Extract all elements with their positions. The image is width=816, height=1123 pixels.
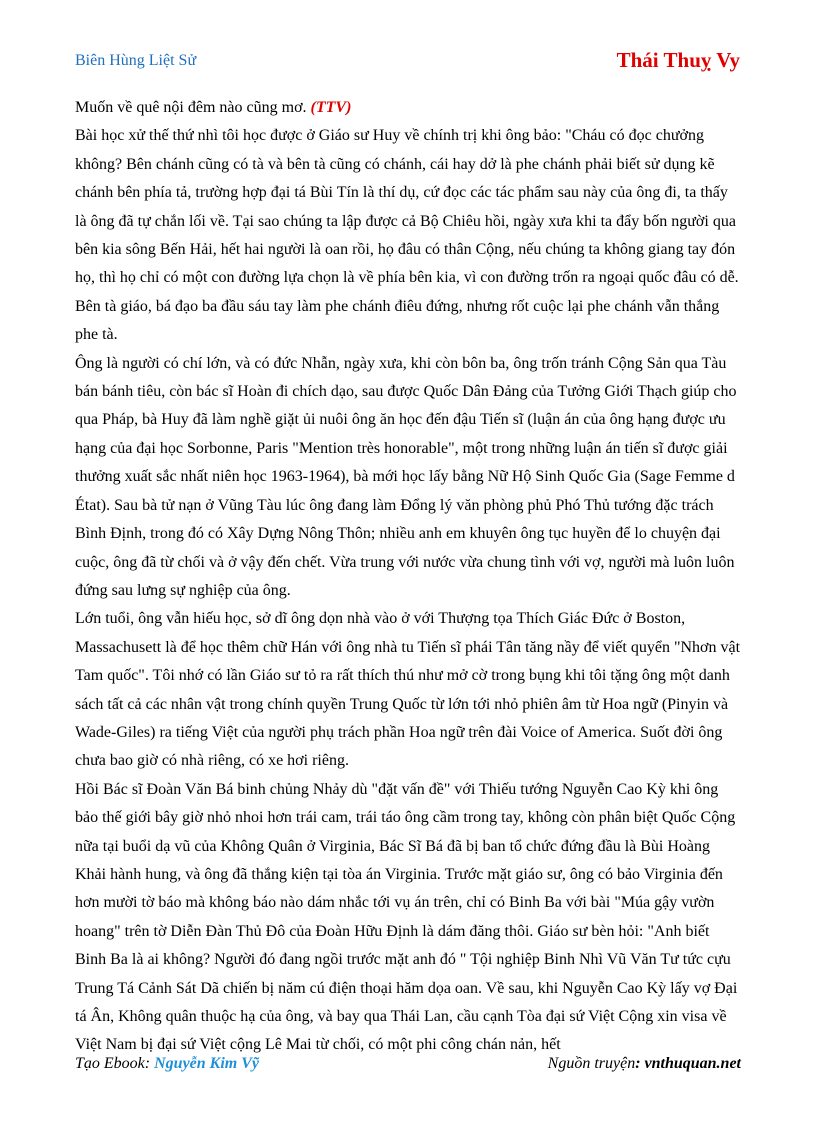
paragraph: Lớn tuổi, ông vẫn hiếu học, sở dĩ ông dọn nhà vào ở với Thượng tọa Thích Giác Đức ở Boston, Massachusett là để học thêm chữ Hán với ông nhà tu Tiến sĩ phái Tân tăng nầy để viết quyển "Nhơn vật Tam quốc". Tôi nhớ có lần Giáo sư tỏ ra rất thích thú như mở cờ trong bụng khi tôi tặng ông một danh sách tất cả các nhân vật trong chính quyền Trung Quốc từ lớn tới nhỏ phiên âm từ Hoa ngữ (Pinyin và Wade-Giles) ra tiếng Việt của người phụ trách phần Hoa ngữ trên đài Voice of America. Suốt đời ông chưa bao giờ có nhà riêng, có xe hơi riêng. — [75, 610, 741, 770]
source-label: Nguồn truyện — [547, 1055, 636, 1072]
source-separator: : — [635, 1055, 645, 1072]
source-site: vnthuquan.net — [644, 1055, 741, 1072]
opening-line — [75, 94, 743, 122]
paragraph: Bài học xử thế thứ nhì tôi học được ở Giáo sư Huy về chính trị khi ông bảo: "Cháu có đọc chưởng không? Bên chánh cũng có tà và bên tà cũng có chánh, cái hay dở là phe chánh phải biết sử dụng kẽ chánh bên phía tả, trường hợp đại tá Bùi Tín là thí dụ, cứ đọc các tác phẩm sau này của ông đi, ta thấy là ông đã tự chắn lối về. Tại sao chúng ta lập được cả Bộ Chiêu hồi, ngày xưa khi ta đẩy bốn người qua bên kia sông Bến Hải, hết hai người là oan rồi, họ đâu có thân Cộng, nếu chúng ta không giang tay đón họ, thì họ chỉ có một con đường lựa chọn là về phía bên kia, vì con đường trốn ra ngoại quốc đâu có dễ. Bên tà giáo, bá đạo ba đầu sáu tay làm phe chánh điêu đứng, nhưng rốt cuộc lại phe chánh vẫn thắng phe tà. — [75, 127, 739, 344]
document-body — [75, 94, 743, 1060]
ebook-credit — [75, 1055, 259, 1073]
creator-name: Nguyễn Kim Vỹ — [154, 1055, 259, 1072]
paragraph: Ông là người có chí lớn, và có đức Nhẫn, ngày xưa, khi còn bôn ba, ông trốn tránh Cộng Sản qua Tàu bán bánh tiêu, còn bác sĩ Hoàn đi chích dạo, sau được Quốc Dân Đảng của Tưởng Giới Thạch giúp cho qua Pháp, bà Huy đã làm nghề giặt ủi nuôi ông ăn học đến đậu Tiến sĩ (luận án của ông hạng được ưu hạng của đại học Sorbonne, Paris "Mention très honorable", một trong những luận án tiến sĩ được giải thưởng xuất sắc nhất niên học 1963-1964), bà mới học lấy bằng Nữ Hộ Sinh Quốc Gia (Sage Femme d État). Sau bà tử nạn ở Vũng Tàu lúc ông đang làm Đổng lý văn phòng phủ Phó Thủ tướng đặc trách Bình Định, trong đó có Xây Dựng Nông Thôn; nhiều anh em khuyên ông tục huyền để lo chuyện đại cuộc, ông đã từ chối và ở vậy đến chết. Vừa trung với nước vừa chung tình với vợ, người mà luôn luôn đứng sau lưng sự nghiệp của ông. — [75, 354, 737, 599]
paragraph: Hồi Bác sĩ Đoàn Văn Bá binh chủng Nhảy dù "đặt vấn đề" với Thiếu tướng Nguyễn Cao Kỳ khi ông bảo thế giới bây giờ nhỏ nhoi hơn trái cam, trái táo ông cầm trong tay, không còn phân biệt Quốc Cộng nữa tại buổi dạ vũ của Không Quân ở Virginia, Bác Sĩ Bá đã bị ban tổ chức đứng đầu là Bùi Hoàng Khải hành hung, và ông đã thắng kiện tại tòa án Virginia. Trước mặt giáo sư, ông có bảo Virginia đến hơn mười tờ báo mà không báo nào dám nhắc tới vụ án trên, chỉ có Binh Ba với bài "Múa gậy vườn hoang" trên tờ Diễn Đàn Thủ Đô của Đoàn Hữu Định là dám đăng thôi. Giáo sư bèn hỏi: "Anh biết Binh Ba là ai không? Người đó đang ngồi trước mặt anh đó " Tội nghiệp Binh Nhì Vũ Văn Tư tức cựu Trung Tá Cảnh Sát Dã chiến bị năm cú điện thoại hăm dọa oan. Về sau, khi Nguyễn Cao Kỳ lấy vợ Đại tá Ân, Không quân thuộc hạ của ông, và bay qua Thái Lan, cầu cạnh Tòa đại sứ Việt Cộng xin visa về Việt Nam bị đại sứ Việt cộng Lê Mai từ chối, có một phi công chán nản, hết — [75, 780, 738, 1054]
author-initials-tag: (TTV) — [310, 99, 352, 116]
opening-line-text: Muốn về quê nội đêm nào cũng mơ. — [75, 99, 311, 116]
book-title: Biên Hùng Liệt Sử — [75, 52, 197, 69]
creator-separator: : — [144, 1055, 155, 1072]
author-name: Thái Thuỵ Vy — [616, 48, 740, 72]
source-credit — [548, 1055, 741, 1073]
creator-label: Tạo Ebook — [75, 1055, 145, 1072]
